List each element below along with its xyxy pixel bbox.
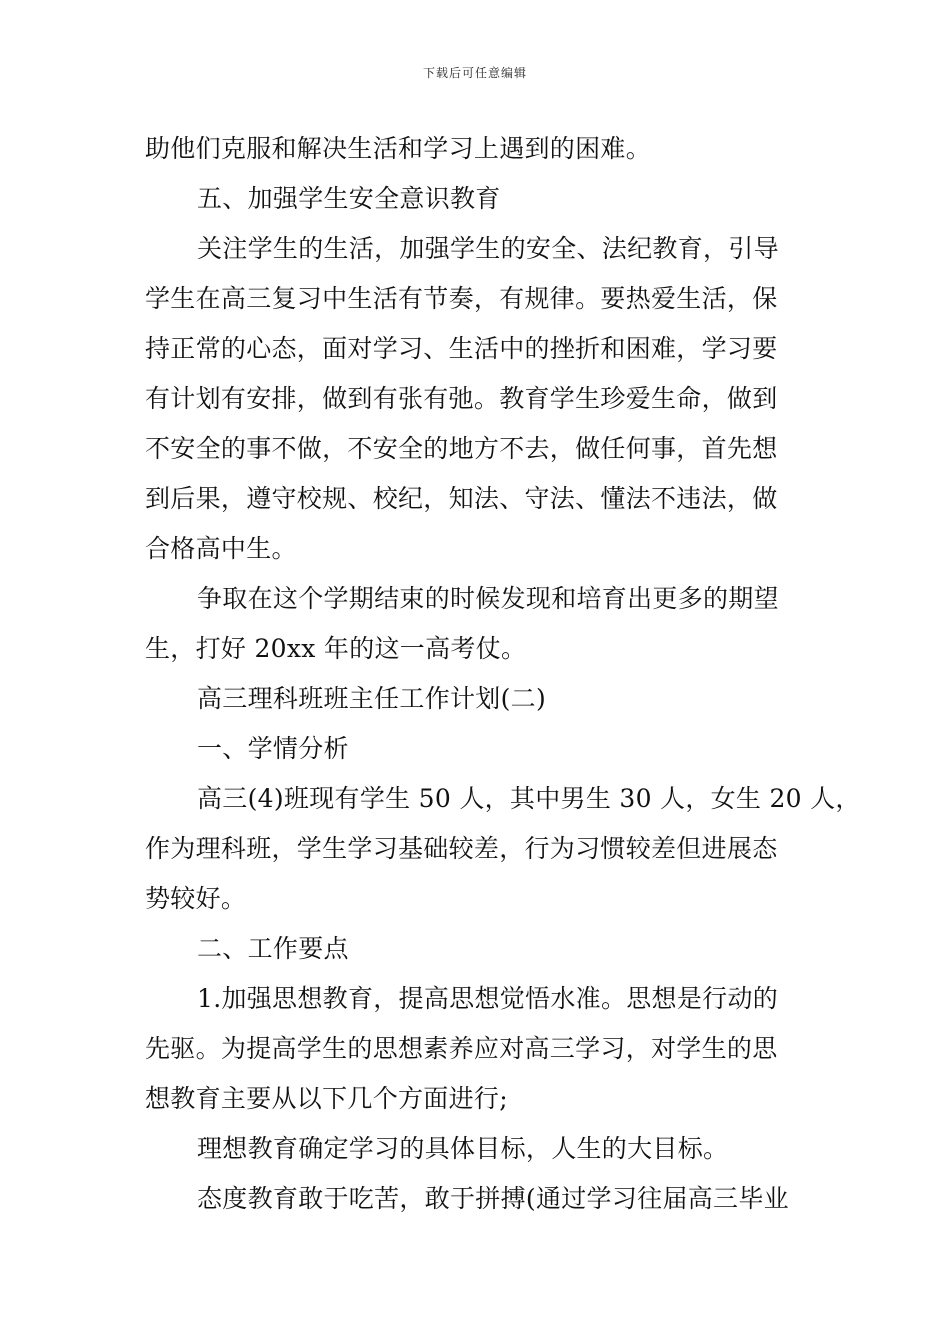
text-line: 理想教育确定学习的具体目标，人生的大目标。 [197, 1134, 729, 1163]
section-heading: 二、工作要点 [197, 934, 349, 963]
text-line: 合格高中生。 [145, 534, 297, 563]
text-line: 有计划有安排，做到有张有弛。教育学生珍爱生命，做到 [145, 384, 778, 413]
text-line: 关注学生的生活，加强学生的安全、法纪教育，引导 [197, 234, 779, 263]
document-subtitle: 高三理科班班主任工作计划(二) [197, 684, 547, 713]
text-line: 生，打好 20xx 年的这一高考仗。 [145, 634, 527, 663]
text-line: 1.加强思想教育，提高思想觉悟水准。思想是行动的 [197, 984, 779, 1013]
section-heading: 五、加强学生安全意识教育 [197, 184, 501, 213]
text-line: 学生在高三复习中生活有节奏，有规律。要热爱生活，保 [145, 284, 778, 313]
page-header: 下载后可任意编辑 [422, 66, 527, 80]
text-line: 势较好。 [145, 884, 247, 913]
text-line: 不安全的事不做，不安全的地方不去，做任何事，首先想 [145, 434, 778, 463]
text-line: 先驱。为提高学生的思想素养应对高三学习，对学生的思 [145, 1034, 778, 1063]
text-line: 高三(4)班现有学生 50 人，其中男生 30 人，女生 20 人， [197, 784, 861, 813]
text-line: 作为理科班，学生学习基础较差，行为习惯较差但进展态 [145, 834, 778, 863]
text-line: 到后果，遵守校规、校纪，知法、守法、懂法不违法，做 [145, 484, 778, 513]
text-line: 想教育主要从以下几个方面进行; [145, 1084, 508, 1113]
text-line: 态度教育敢于吃苦，敢于拼搏(通过学习往届高三毕业 [197, 1184, 789, 1213]
section-heading: 一、学情分析 [197, 734, 349, 763]
text-line: 助他们克服和解决生活和学习上遇到的困难。 [145, 134, 652, 163]
text-line: 持正常的心态，面对学习、生活中的挫折和困难，学习要 [145, 334, 778, 363]
text-line: 争取在这个学期结束的时候发现和培育出更多的期望 [197, 584, 779, 613]
document-body [145, 124, 861, 1224]
